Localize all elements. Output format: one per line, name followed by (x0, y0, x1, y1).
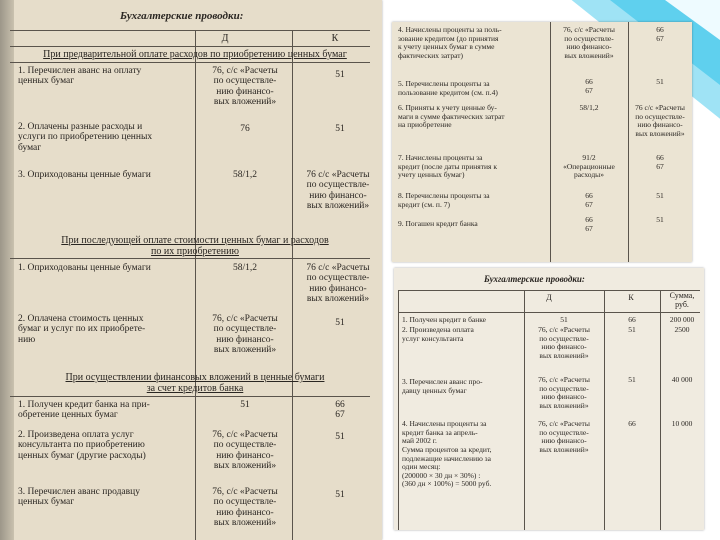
entry-credit: 51 (656, 215, 664, 224)
entry-description: 7. Начислены проценты за кредит (после даты принятия к учету ценных бумаг) (398, 153, 497, 180)
section-heading: При предварительной оплате расходов по приобретению ценных бумаг (43, 49, 347, 60)
entry-debit: 76, с/с «Расчеты по осуществле- нию финансо- вых вложений» (563, 25, 615, 60)
entry-debit: 51 (560, 315, 568, 324)
entry-description: 2. Произведена оплата услуг консультанта (402, 325, 474, 343)
entry-credit: 51 (656, 77, 664, 86)
entry-description: 3. Оприходованы ценные бумаги (18, 170, 151, 180)
entry-description: 1. Получен кредит в банке (402, 315, 487, 324)
entry-credit: 76 с/с «Расчеты по осуществле- нию финансо- вых вложений» (306, 263, 370, 305)
entry-debit: 76, с/с «Расчеты по осуществле- нию финансо- вых вложений» (538, 419, 590, 454)
scan-page-top-right (392, 22, 692, 262)
scan-edge-strip (0, 0, 14, 540)
entry-debit: 76 (240, 124, 250, 134)
column-k-header: К (628, 293, 634, 302)
entry-debit: 58/1,2 (579, 103, 599, 112)
column-k-header: К (331, 33, 339, 44)
entry-description: 2. Произведена оплата услуг консультанта по приобретению ценных бумаг (другие расходы) (18, 430, 146, 461)
page-title: Бухгалтерские проводки: (120, 10, 244, 22)
entry-debit: 66 67 (585, 191, 593, 209)
entry-description: 2. Оплачены разные расходы и услуги по приобретению ценных бумаг (18, 122, 153, 153)
entry-credit: 76 с/с «Расчеты по осуществле- нию финансо- вых вложений» (306, 170, 370, 212)
entry-credit: 51 (335, 490, 345, 500)
entry-credit: 51 (335, 70, 345, 80)
column-d-header: Д (546, 293, 552, 302)
entry-description: 3. Перечислен аванс продавцу ценных бумаг (18, 487, 140, 508)
entry-credit: 76 с/с «Расчеты по осуществле- нию финансо- вых вложений» (635, 103, 685, 138)
entry-debit: 76, с/с «Расчеты по осуществле- нию финансо- вых вложений» (212, 314, 278, 356)
entry-sum: 2500 (674, 325, 690, 334)
entry-debit: 58/1,2 (232, 263, 257, 273)
entry-description: 1. Получен кредит банка на при- обретение ценных бумаг (18, 400, 150, 421)
entry-debit: 76, с/с «Расчеты по осуществле- нию финансо- вых вложений» (212, 66, 278, 108)
entry-description: 8. Перечислены проценты за кредит (см. п. 7) (398, 191, 490, 209)
entry-description: 1. Перечислен аванс на оплату ценных бумаг (18, 66, 142, 87)
entry-debit: 76, с/с «Расчеты по осуществле- нию финансо- вых вложений» (212, 430, 278, 472)
entry-credit: 66 67 (656, 25, 664, 43)
entry-description: 3. Перечислен аванс про- давцу ценных бумаг (402, 377, 483, 395)
entry-sum: 40 000 (671, 375, 693, 384)
entry-description: 2. Оплачена стоимость ценных бумаг и услуг по их приобрете- нию (18, 314, 146, 345)
section-heading: При последующей оплате стоимости ценных бумаг и расходов по их приобретению (61, 235, 329, 258)
entry-credit: 51 (335, 124, 345, 134)
entry-debit: 76, с/с «Расчеты по осуществле- нию финансо- вых вложений» (538, 325, 590, 360)
entry-description: 4. Начислены проценты за поль- зование кредитом (до принятия к учету ценных бумаг в сумме фактических затрат) (398, 25, 502, 60)
entry-credit: 66 67 (335, 400, 345, 421)
entry-debit: 76, с/с «Расчеты по осуществле- нию финансо- вых вложений» (538, 375, 590, 410)
entry-description: 1. Оприходованы ценные бумаги (18, 263, 151, 273)
entry-description: 5. Перечислены проценты за пользование кредитом (см. п.4) (398, 79, 498, 97)
entry-credit: 51 (628, 325, 636, 334)
section-heading: При осуществлении финансовых вложений в ценные бумаги за счет кредитов банка (65, 372, 325, 395)
entry-debit: 76, с/с «Расчеты по осуществле- нию финансо- вых вложений» (212, 487, 278, 529)
scan-page-bottom-right (394, 268, 704, 530)
entry-credit: 51 (656, 191, 664, 200)
entry-debit: 66 67 (585, 215, 593, 233)
column-d-header: Д (221, 33, 229, 44)
entry-debit: 91/2 «Операционные расходы» (563, 153, 615, 180)
entry-credit: 51 (628, 375, 636, 384)
column-sum-header: Сумма, руб. (669, 291, 695, 309)
entry-sum: 200 000 (669, 315, 695, 324)
entry-credit: 51 (335, 318, 345, 328)
entry-debit: 66 67 (585, 77, 593, 95)
entry-credit: 51 (335, 432, 345, 442)
entry-debit: 58/1,2 (232, 170, 257, 180)
entry-credit: 66 (628, 419, 636, 428)
entry-description: 6. Приняты к учету ценные бу- маги в сумме фактических затрат на приобретение (398, 103, 505, 130)
entry-credit: 66 67 (656, 153, 664, 171)
entry-description: 9. Погашен кредит банка (398, 219, 478, 228)
entry-credit: 66 (628, 315, 636, 324)
page-title: Бухгалтерские проводки: (484, 274, 585, 284)
entry-debit: 51 (240, 400, 250, 410)
entry-sum: 10 000 (671, 419, 693, 428)
entry-description: 4. Начислены проценты за кредит банка за апрель- май 2002 г. Сумма процентов за кредит, подлежащие начислению за один месяц: (200000 × 30 дн × 30%) : (360 дн × 100%) = 5000 руб. (402, 419, 492, 489)
